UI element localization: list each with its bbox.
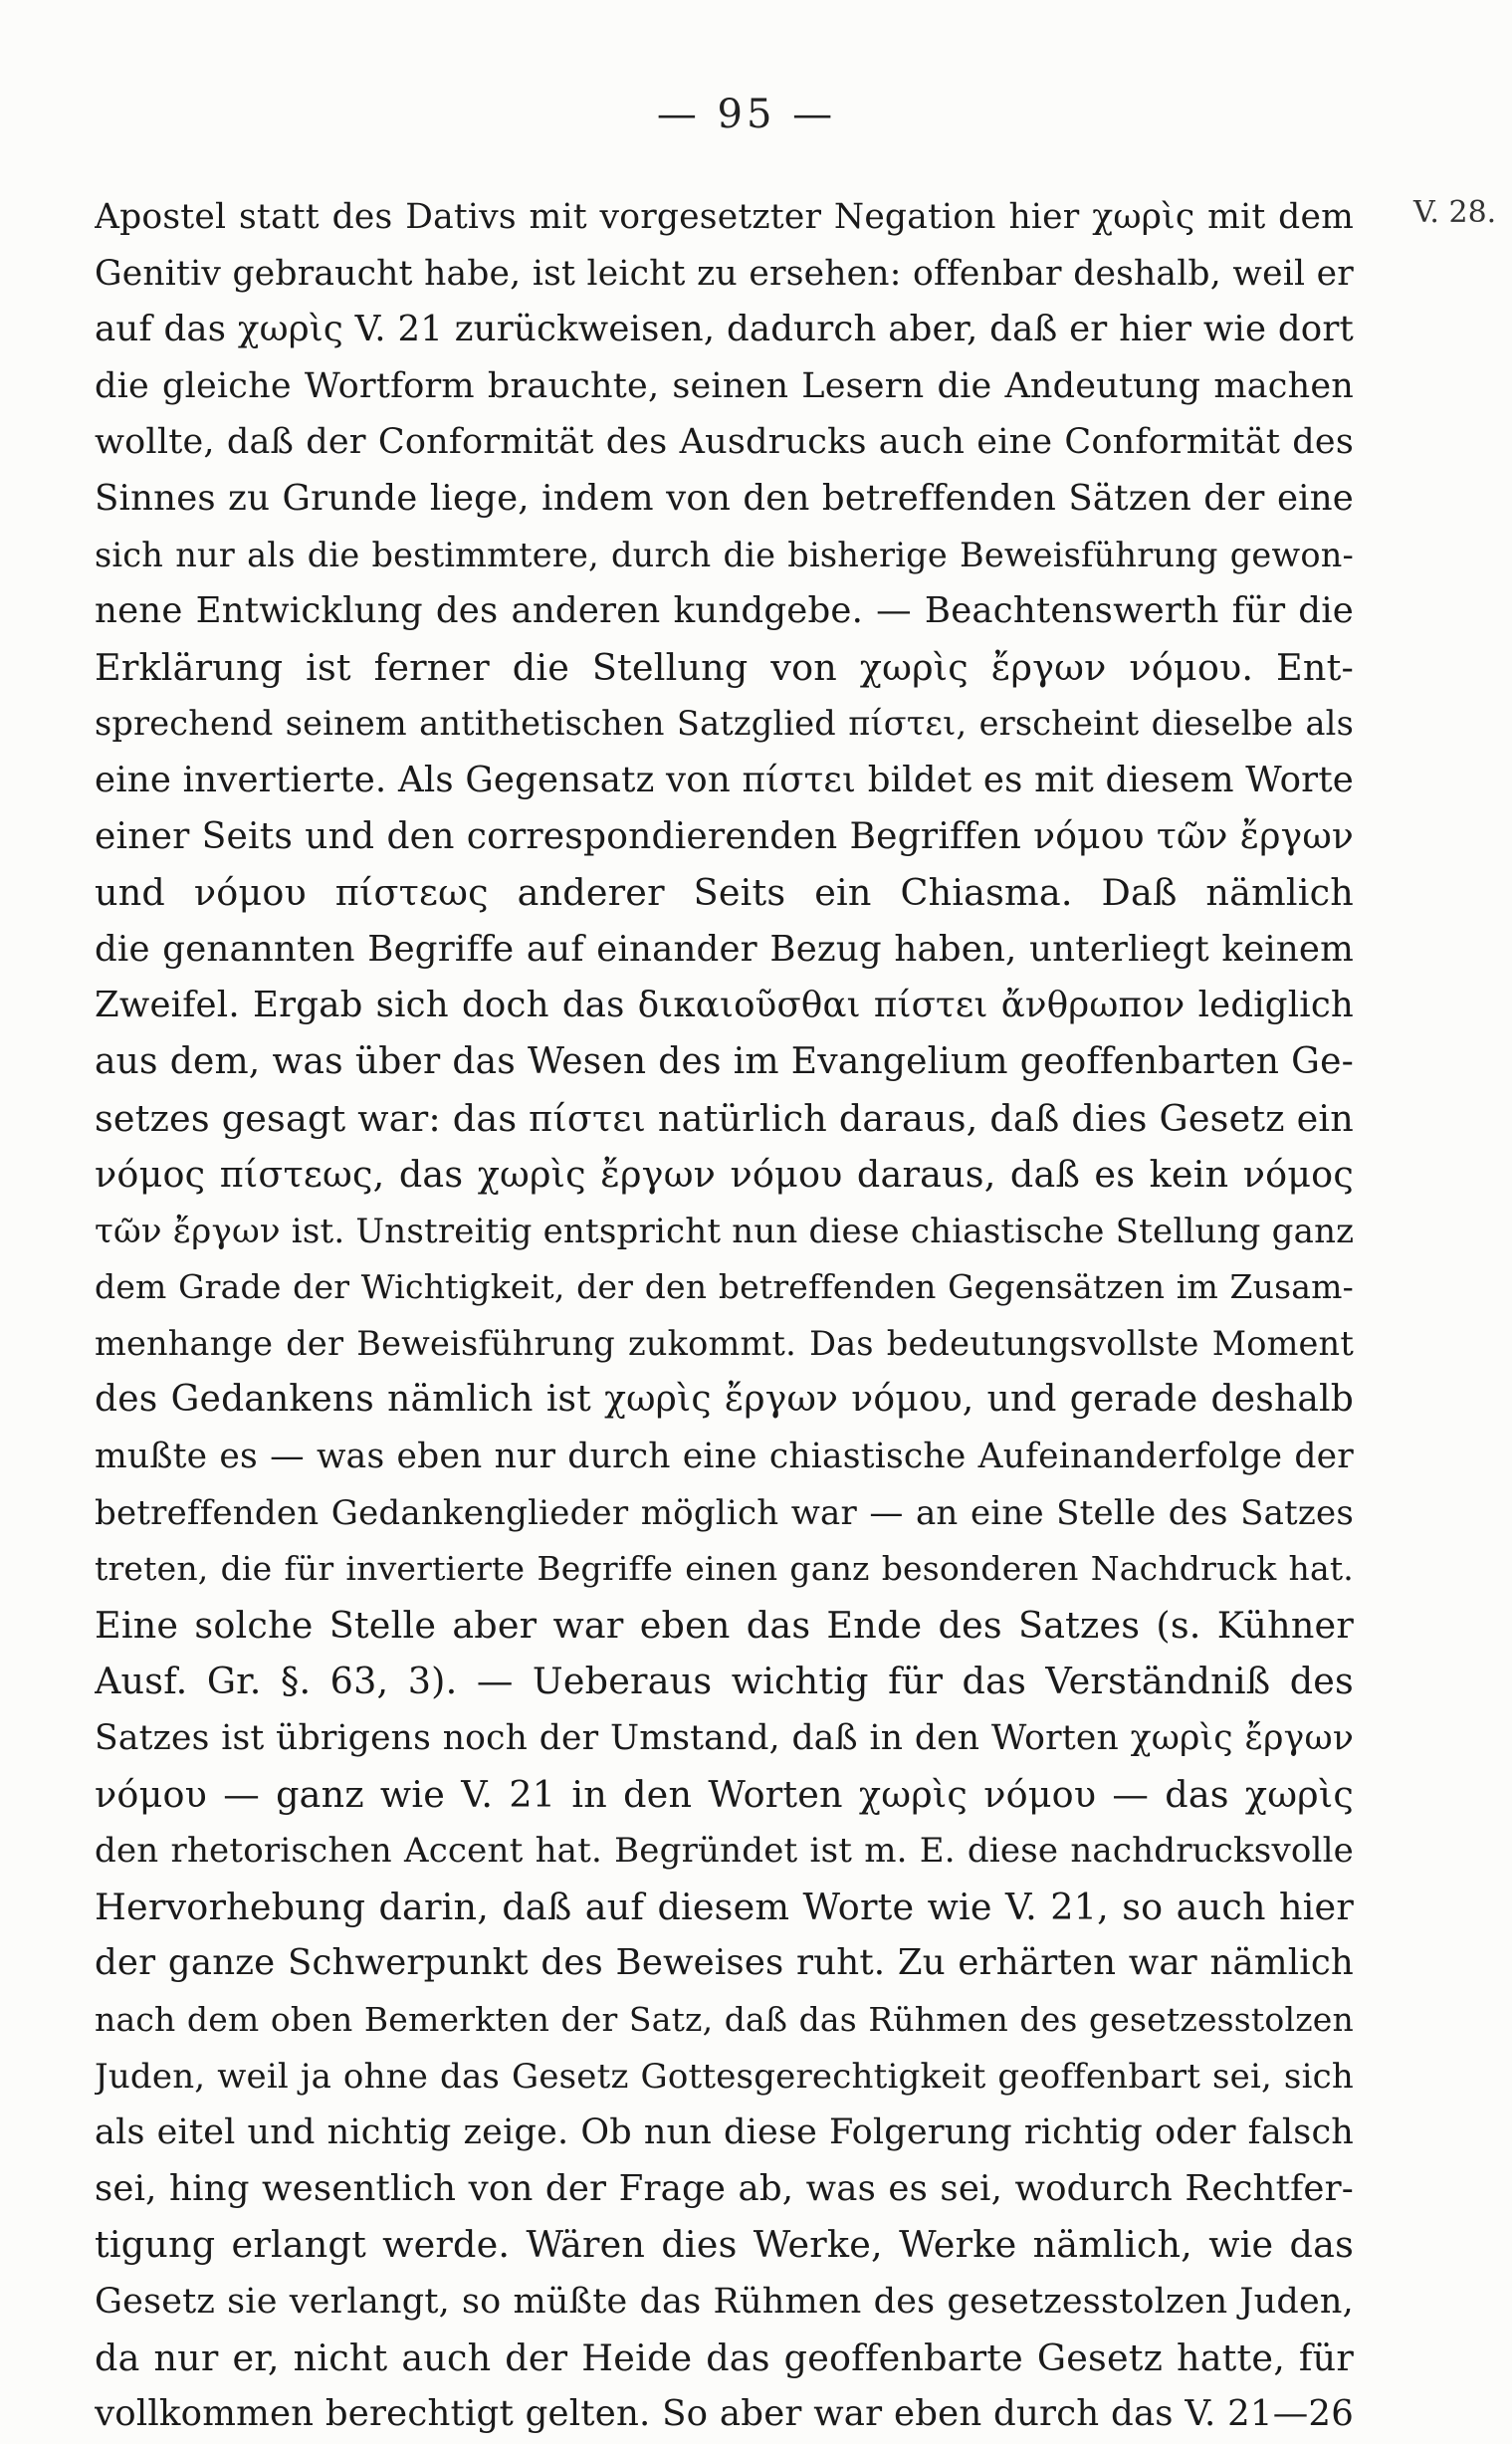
text-line: νόμου — ganz wie V. 21 in den Worten χωρὶς νόμου — das χωρὶς bbox=[95, 1772, 1354, 1816]
text-line: betreffenden Gedankenglieder möglich war — an eine Stelle des Satzes bbox=[95, 1492, 1354, 1533]
text-line: nene Entwicklung des anderen kundgebe. — Beachtenswerth für die bbox=[95, 590, 1354, 632]
text-line: des Gedankens nämlich ist χωρὶς ἔργων νόμου, und gerade deshalb bbox=[95, 1379, 1354, 1421]
text-line: die genannten Begriffe auf einander Bezug haben, unterliegt keinem bbox=[95, 928, 1354, 970]
text-line: aus dem, was über das Wesen des im Evangelium geoffenbarten Ge- bbox=[95, 1040, 1354, 1082]
text-line: die gleiche Wortform brauchte, seinen Lesern die Andeutung machen bbox=[95, 365, 1354, 406]
text-line: da nur er, nicht auch der Heide das geoffenbarte Gesetz hatte, für bbox=[95, 2335, 1354, 2379]
text-line: wollte, daß der Conformität des Ausdrucks auch eine Conformität des bbox=[95, 422, 1354, 463]
text-line: sei, hing wesentlich von der Frage ab, was es sei, wodurch Rechtfer- bbox=[95, 2167, 1354, 2209]
text-line: den rhetorischen Accent hat. Begründet ist m. E. diese nachdrucksvolle bbox=[95, 1831, 1354, 1872]
text-line: einer Seits und den correspondierenden Begriffen νόμου τῶν ἔργων bbox=[95, 815, 1354, 857]
text-line: vollkommen berechtigt gelten. So aber war eben durch das V. 21—26 bbox=[95, 2393, 1354, 2435]
text-line: mußte es — was eben nur durch eine chiastische Aufeinanderfolge der bbox=[95, 1437, 1354, 1477]
text-line: sich nur als die bestimmtere, durch die bisherige Beweisführung gewon- bbox=[95, 535, 1354, 574]
page-number-header: — 95 — bbox=[656, 92, 837, 137]
text-line: Juden, weil ja ohne das Gesetz Gottesgerechtigkeit geoffenbart sei, sich bbox=[95, 2056, 1354, 2097]
text-line: Gesetz sie verlangt, so müßte das Rühmen des gesetzesstolzen Juden, bbox=[95, 2281, 1354, 2322]
text-line: sprechend seinem antithetischen Satzglied πίστει, erscheint dieselbe als bbox=[95, 704, 1354, 744]
text-line: und νόμου πίστεως anderer Seits ein Chiasma. Daß nämlich bbox=[95, 871, 1354, 915]
text-line: Satzes ist übrigens noch der Umstand, daß in den Worten χωρὶς ἔργων bbox=[95, 1718, 1354, 1759]
text-line: νόμος πίστεως, das χωρὶς ἔργων νόμου daraus, daß es kein νόμος bbox=[95, 1153, 1354, 1197]
text-line: Sinnes zu Grunde liege, indem von den betreffenden Sätzen der eine bbox=[95, 477, 1354, 519]
text-line: setzes gesagt war: das πίστει natürlich daraus, daß dies Gesetz ein bbox=[95, 1096, 1354, 1140]
text-line: treten, die für invertierte Begriffe einen ganz besonderen Nachdruck hat. bbox=[95, 1549, 1354, 1589]
text-line: Eine solche Stelle aber war eben das Ende des Satzes (s. Kühner bbox=[95, 1603, 1354, 1647]
text-line: Genitiv gebraucht habe, ist leicht zu ersehen: offenbar deshalb, weil er bbox=[95, 253, 1354, 294]
text-line: als eitel und nichtig zeige. Ob nun diese Folgerung richtig oder falsch bbox=[95, 2112, 1354, 2153]
body-text bbox=[95, 189, 1354, 2443]
text-line: menhange der Beweisführung zukommt. Das bedeutungsvollste Moment bbox=[95, 1323, 1354, 1363]
text-line: eine invertierte. Als Gegensatz von πίστει bildet es mit diesem Worte bbox=[95, 759, 1354, 800]
text-line: Ausf. Gr. §. 63, 3). — Ueberaus wichtig für das Verständniß des bbox=[95, 1660, 1354, 1703]
text-line: Apostel statt des Dativs mit vorgesetzter Negation hier χωρὶς mit dem bbox=[95, 197, 1354, 237]
text-line: Zweifel. Ergab sich doch das δικαιοῦσθαι πίστει ἄνθρωπον lediglich bbox=[95, 985, 1354, 1026]
text-line: auf das χωρὶς V. 21 zurückweisen, dadurch aber, daß er hier wie dort bbox=[95, 309, 1354, 350]
text-line: τῶν ἔργων ist. Unstreitig entspricht nun diese chiastische Stellung ganz bbox=[95, 1211, 1354, 1251]
text-line: Erklärung ist ferner die Stellung von χωρὶς ἔργων νόμου. Ent- bbox=[95, 645, 1354, 689]
text-line: Hervorhebung darin, daß auf diesem Worte wie V. 21, so auch hier bbox=[95, 1885, 1354, 1928]
margin-verse-reference: V. 28. bbox=[1413, 195, 1497, 230]
text-line: tigung erlangt werde. Wären dies Werke, Werke nämlich, wie das bbox=[95, 2223, 1354, 2267]
text-line: der ganze Schwerpunkt des Beweises ruht. Zu erhärten war nämlich bbox=[95, 1942, 1354, 1984]
text-line: dem Grade der Wichtigkeit, der den betreffenden Gegensätzen im Zusam- bbox=[95, 1267, 1354, 1307]
text-line: nach dem oben Bemerkten der Satz, daß das Rühmen des gesetzesstolzen bbox=[95, 2000, 1354, 2039]
